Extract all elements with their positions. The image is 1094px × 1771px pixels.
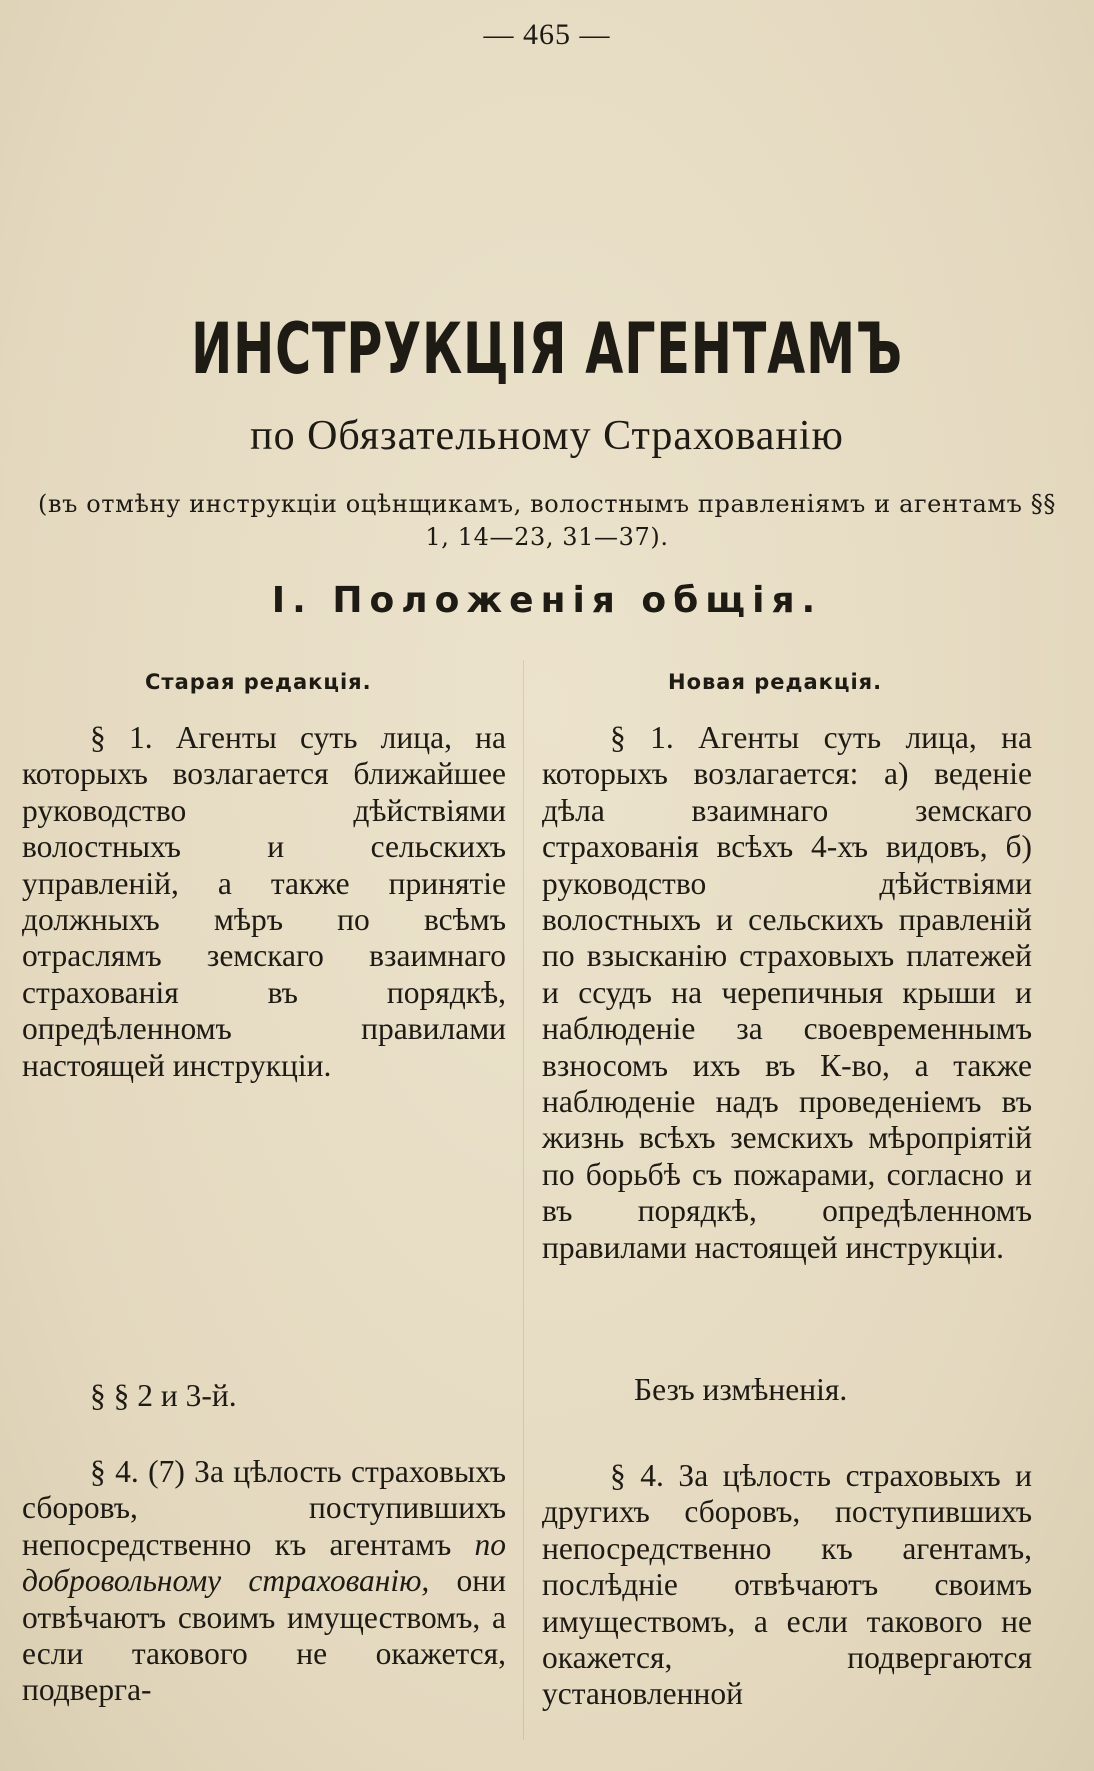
new-paragraph-2-text: Безъ измѣненія. [634, 1372, 848, 1407]
old-paragraph-1-text: § 1. Агенты суть лица, на которыхъ возлагается ближайшее руководство дѣйствіями волостныхъ и сельскихъ управленій, а также принятіе должныхъ мѣръ по всѣмъ отраслямъ земскаго взаимнаго страхованія въ порядкѣ, опредѣленномъ правилами настоящей инструкціи. [22, 720, 506, 1083]
column-divider [523, 660, 524, 1740]
old-edition-paragraph-1 [22, 720, 506, 1084]
old-paragraph-4-italic: по добровольному страхованію, [22, 1526, 506, 1599]
document-title: ИНСТРУКЦІЯ АГЕНТАМЪ [191, 308, 903, 391]
new-paragraph-4-text: § 4. За цѣлость страховыхъ и другихъ сборовъ, поступившихъ непосредственно къ агентамъ, послѣдніе отвѣчаютъ своимъ имуществомъ, а если такового не окажется, подвергаются установленной [542, 1458, 1032, 1712]
old-paragraph-4-part-b: они отвѣчаютъ своимъ имуществомъ, а если такового не окажется, подверга- [22, 1563, 507, 1708]
old-edition-header: Старая редакція. [145, 670, 372, 694]
revocation-note: (въ отмѣну инструкціи оцѣнщикамъ, волостнымъ правленіямъ и агентамъ §§ 1, 14—23, 31—37). [38, 490, 1056, 551]
new-edition-header: Новая редакція. [668, 670, 883, 694]
page-number: — 465 — [483, 18, 611, 51]
section-heading: I. Положенія общія. [271, 580, 823, 621]
old-edition-paragraph-4 [22, 1454, 506, 1709]
old-paragraph-2-text: § § 2 и 3-й. [90, 1378, 237, 1413]
old-paragraph-4-text [22, 1454, 506, 1709]
old-edition-paragraph-2 [22, 1378, 506, 1414]
document-subtitle: по Обязательному Страхованію [250, 413, 844, 459]
new-paragraph-1-text: § 1. Агенты суть лица, на которыхъ возлагается: а) веденіе дѣла взаимнаго земскаго страхованія всѣхъ 4-хъ видовъ, б) руководство дѣйствіями волостныхъ и сельскихъ правленій по взысканію страховыхъ платежей и ссудъ на черепичныя крыши и наблюденіе за своевременнымъ взносомъ ихъ въ К-во, а также наблюденіе надъ проведеніемъ въ жизнь всѣхъ земскихъ мѣропріятій по борьбѣ съ пожарами, согласно и въ порядкѣ, опредѣленномъ правилами настоящей инструкціи. [542, 720, 1032, 1265]
new-edition-paragraph-4 [542, 1458, 1032, 1713]
old-paragraph-4-part-a: § 4. (7) За цѣлость страховыхъ сборовъ, поступившихъ непосредственно къ агентамъ [22, 1454, 506, 1562]
new-edition-paragraph-2 [542, 1372, 1032, 1408]
new-edition-paragraph-1 [542, 720, 1032, 1266]
